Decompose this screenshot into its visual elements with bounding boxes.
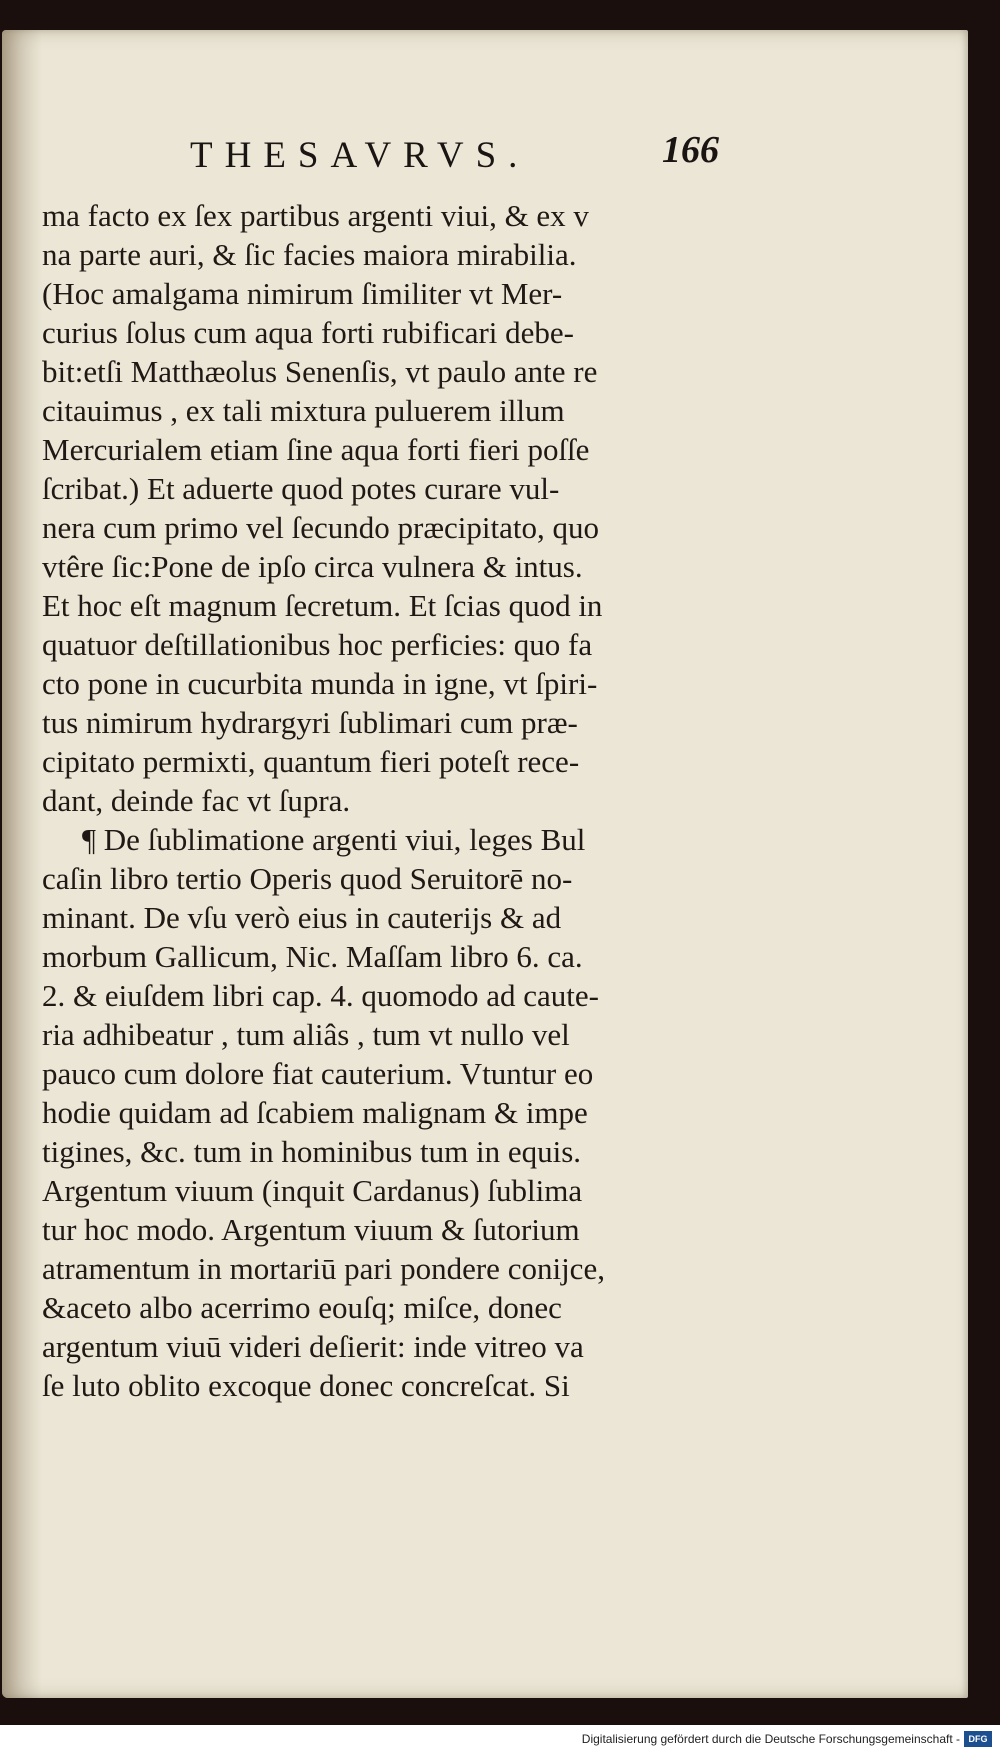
page-number: 166: [662, 129, 719, 171]
text-line: citauimus , ex tali mixtura puluerem illum: [42, 393, 565, 428]
text-line: morbum Gallicum, Nic. Maſſam libro 6. ca.: [42, 939, 583, 974]
text-line: bit:etſi Matthæolus Senenſis, vt paulo ante re: [42, 354, 598, 389]
text-line: ma facto ex ſex partibus argenti viui, & ex v: [42, 198, 589, 233]
text-line: (Hoc amalgama nimirum ſimiliter vt Mer-: [42, 276, 563, 311]
dfg-logo: DFG: [964, 1731, 992, 1747]
text-line: na parte auri, & ſic facies maiora mirabilia.: [42, 237, 577, 272]
text-line: dant, deinde fac vt ſupra.: [42, 783, 351, 818]
text-line: minant. De vſu verò eius in cauterijs & ad: [42, 900, 562, 935]
text-line: atramentum in mortariū pari pondere conijce,: [42, 1251, 605, 1286]
text-line: vtêre ſic:Pone de ipſo circa vulnera & intus.: [42, 549, 583, 584]
book-page: [2, 30, 968, 1698]
text-line: Argentum viuum (inquit Cardanus) ſublima: [42, 1173, 583, 1208]
text-line: hodie quidam ad ſcabiem malignam & impe: [42, 1095, 588, 1130]
text-line: tus nimirum hydrargyri ſublimari cum præ-: [42, 705, 578, 740]
running-title: THESAVRVS.: [190, 135, 530, 176]
footer-bar: [0, 1725, 1000, 1753]
text-line: caſin libro tertio Operis quod Seruitorē no-: [42, 861, 573, 896]
text-line: cipitato permixti, quantum fieri poteſt rece-: [42, 744, 580, 779]
text-line: ſcribat.) Et aduerte quod potes curare vul-: [42, 471, 560, 506]
body-text: [42, 196, 722, 1405]
text-line: quatuor deſtillationibus hoc perficies: quo fa: [42, 627, 593, 662]
funding-credit: Digitalisierung gefördert durch die Deutsche Forschungsgemeinschaft -: [581, 1732, 960, 1746]
paragraph-start-line: ¶ De ſublimatione argenti viui, leges Bul: [82, 822, 586, 857]
text-line: pauco cum dolore fiat cauterium. Vtuntur eo: [42, 1056, 594, 1091]
text-line: argentum viuū videri deſierit: inde vitreo va: [42, 1329, 584, 1364]
text-line: Et hoc eſt magnum ſecretum. Et ſcias quod in: [42, 588, 603, 623]
text-line: &aceto albo acerrimo eouſq; miſce, donec: [42, 1290, 562, 1325]
text-line: 2. & eiuſdem libri cap. 4. quomodo ad caute-: [42, 978, 599, 1013]
text-line: curius ſolus cum aqua forti rubificari debe-: [42, 315, 574, 350]
text-line: ſe luto oblito excoque donec concreſcat. Si: [42, 1368, 570, 1403]
text-line: ria adhibeatur , tum aliâs , tum vt nullo vel: [42, 1017, 570, 1052]
text-line: nera cum primo vel ſecundo præcipitato, quo: [42, 510, 599, 545]
text-line: tigines, &c. tum in hominibus tum in equis.: [42, 1134, 582, 1169]
text-line: Mercurialem etiam ſine aqua forti fieri poſſe: [42, 432, 590, 467]
text-line: cto pone in cucurbita munda in igne, vt ſpiri-: [42, 666, 598, 701]
text-line: tur hoc modo. Argentum viuum & ſutorium: [42, 1212, 580, 1247]
